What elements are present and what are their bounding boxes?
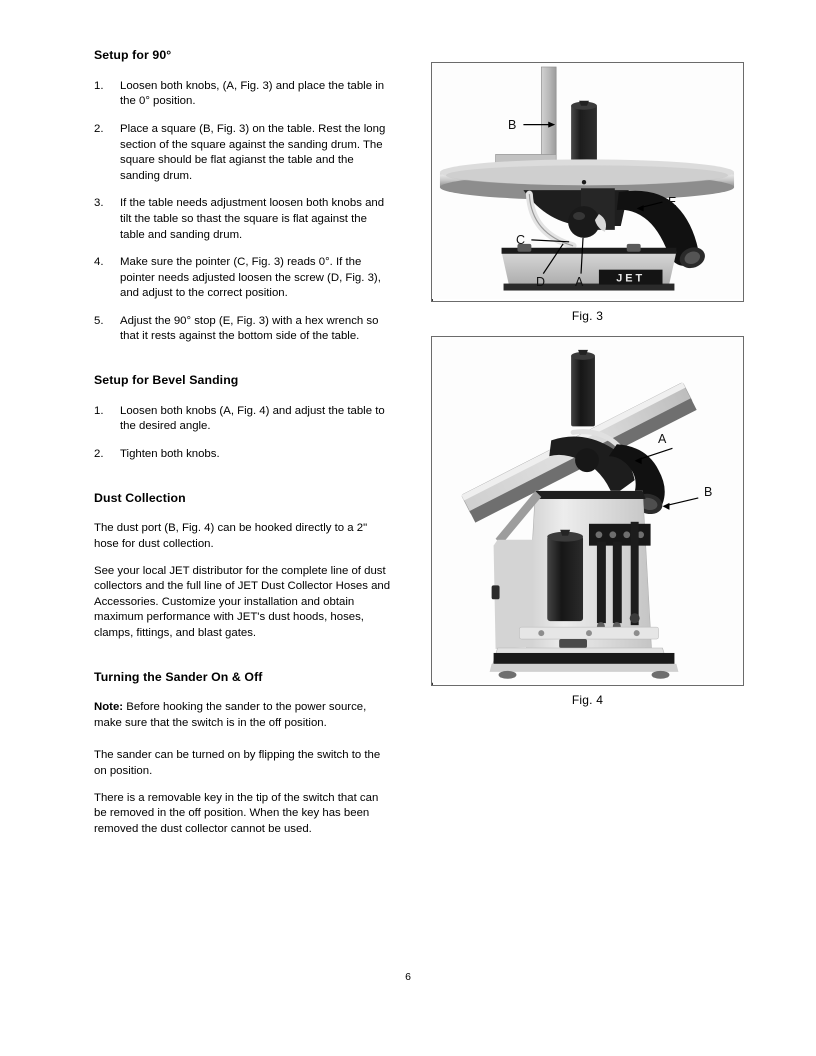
step-text: Loosen both knobs (A, Fig. 4) and adjust the table to the desired angle. <box>120 404 385 433</box>
figure-3-callout-b: B <box>508 118 517 132</box>
text-column <box>94 48 394 837</box>
step-number: 2. <box>94 122 104 135</box>
step-number: 5. <box>94 314 104 327</box>
sander-bevel-illustration <box>432 337 743 683</box>
paragraph-note <box>94 700 394 731</box>
list-item <box>94 122 394 184</box>
list-item <box>94 404 394 435</box>
note-text: Before hooking the sander to the power source, make sure that the switch is in the off position. <box>94 701 367 729</box>
figure-4 <box>431 336 744 707</box>
steps-setup-bevel <box>94 404 394 463</box>
sander-90-degree-illustration <box>432 63 743 299</box>
figure-3-callout-c: C <box>516 233 526 247</box>
paragraph-jet-distributor: See your local JET distributor for the complete line of dust collectors and the full line of JET Dust Collector Hoses and Accessories. Customize your installation and obtain maximum performance with JET's dust hoods, hoses, clamps, fittings, and blast gates. <box>94 564 391 639</box>
paragraph-switch-on: The sander can be turned on by flipping the switch to the on position. <box>94 749 381 778</box>
heading-dust-collection: Dust Collection <box>94 490 186 505</box>
step-text: Loosen both knobs, (A, Fig. 3) and place the table in the 0° position. <box>120 79 385 108</box>
heading-setup-90: Setup for 90° <box>94 48 172 62</box>
paragraph-removable-key: There is a removable key in the tip of the switch that can be removed in the off position. When the key has been removed the dust collector cannot be used. <box>94 791 379 835</box>
figure-3-caption: Fig. 3 <box>571 309 604 323</box>
figure-4-caption: Fig. 4 <box>571 693 604 707</box>
figure-3 <box>431 62 744 323</box>
list-item <box>94 79 394 110</box>
list-item <box>94 314 394 345</box>
step-number: 3. <box>94 197 104 210</box>
list-item <box>94 447 394 463</box>
step-number: 4. <box>94 256 104 269</box>
step-number: 1. <box>94 404 104 417</box>
step-text: Adjust the 90° stop (E, Fig. 3) with a hex wrench so that it rests against the bottom side of the table. <box>120 314 379 343</box>
figure-3-image <box>431 62 744 302</box>
steps-setup-90 <box>94 79 394 345</box>
svg-text:JET: JET <box>616 272 646 285</box>
note-label: Note: <box>94 701 124 714</box>
heading-turning-sander: Turning the Sander On & Off <box>94 669 263 684</box>
step-number: 1. <box>94 79 104 92</box>
page-number: 6 <box>405 971 411 983</box>
step-text: Tighten both knobs. <box>120 448 220 460</box>
step-text: Place a square (B, Fig. 3) on the table. Rest the long section of the square against the sanding drum. The square should be flat agianst the table and the sanding drum. <box>120 122 386 182</box>
figure-4-callout-a: A <box>658 432 667 446</box>
figure-3-callout-d: D <box>536 275 546 289</box>
figure-4-image <box>431 336 744 686</box>
step-text: Make sure the pointer (C, Fig. 3) reads 0°. If the pointer needs adjusted loosen the screw (D, Fig. 3), and adjust to the correct position. <box>120 256 381 300</box>
step-number: 2. <box>94 448 104 460</box>
list-item <box>94 196 394 243</box>
heading-setup-bevel: Setup for Bevel Sanding <box>94 373 239 388</box>
list-item <box>94 255 394 302</box>
step-text: If the table needs adjustment loosen both knobs and tilt the table so thast the square is flat against the table and sanding drum. <box>120 197 385 241</box>
figure-3-callout-e: E <box>668 195 677 209</box>
figure-3-callout-a: A <box>575 275 584 289</box>
paragraph-dust-port: The dust port (B, Fig. 4) can be hooked directly to a 2" hose for dust collection. <box>94 522 368 550</box>
figure-4-callout-b: B <box>704 485 713 499</box>
